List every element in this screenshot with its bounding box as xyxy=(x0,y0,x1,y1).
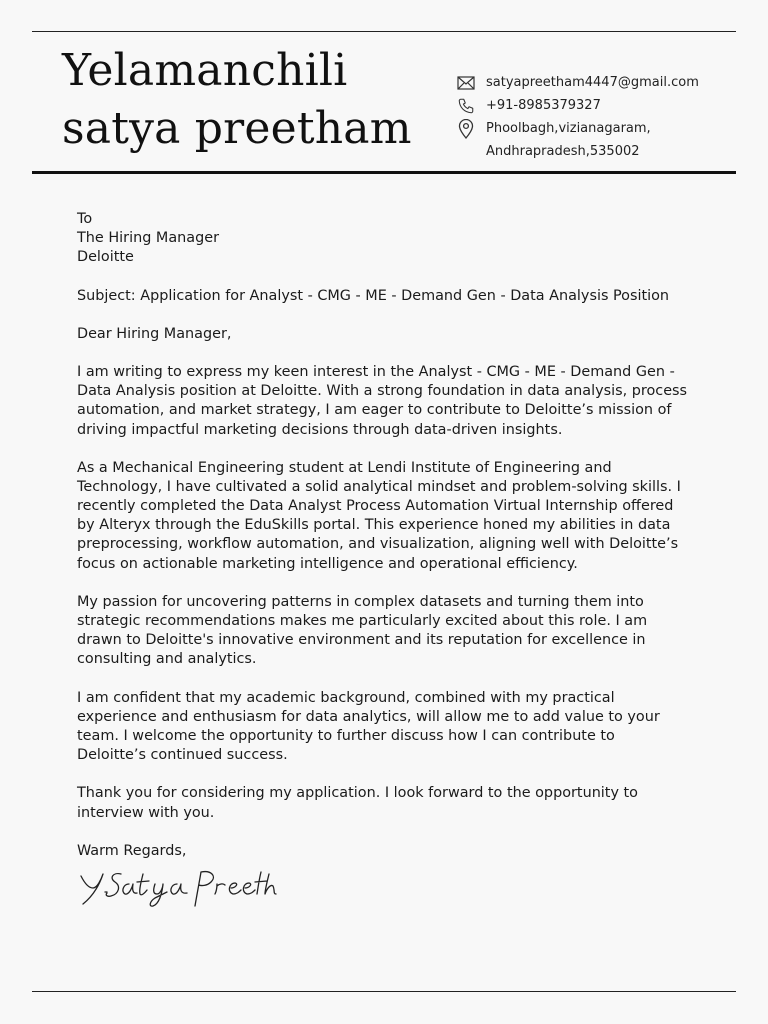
name-line-1: Yelamanchili xyxy=(62,45,348,96)
address-row xyxy=(456,117,699,140)
paragraph-4 xyxy=(77,689,697,766)
paragraph-line: drawn to Deloitte's innovative environment and its reputation for excellence in xyxy=(77,632,646,649)
paragraph-line: preprocessing, workflow automation, and visualization, aligning well with Deloitte’s xyxy=(77,536,679,553)
closing: Warm Regards, xyxy=(77,842,187,859)
recipient-company: Deloitte xyxy=(77,249,134,266)
handwritten-signature xyxy=(77,866,277,910)
address-row-2 xyxy=(456,140,699,163)
paragraph-line: I am writing to express my keen interest in the Analyst - CMG - ME - Demand Gen - xyxy=(77,363,675,380)
recipient-title: The Hiring Manager xyxy=(77,230,219,247)
paragraph-line: team. I welcome the opportunity to further discuss how I can contribute to xyxy=(77,727,615,744)
email-row xyxy=(456,71,699,94)
paragraph-line: automation, and market strategy, I am eager to contribute to Deloitte’s mission of xyxy=(77,402,672,419)
paragraph-line: I am confident that my academic background, combined with my practical xyxy=(77,689,615,706)
paragraph-1 xyxy=(77,363,697,440)
phone-text: +91-8985379327 xyxy=(486,98,601,113)
address-line-1: Phoolbagh,vizianagaram, xyxy=(486,121,651,136)
paragraph-5 xyxy=(77,784,697,822)
paragraph-line: driving impactful marketing decisions through data-driven insights. xyxy=(77,421,563,438)
letter-body xyxy=(77,210,697,861)
paragraph-line: strategic recommendations makes me particularly excited about this role. I am xyxy=(77,613,648,629)
paragraph-line: My passion for uncovering patterns in complex datasets and turning them into xyxy=(77,593,644,610)
phone-icon xyxy=(456,96,476,116)
location-pin-icon xyxy=(456,119,476,139)
paragraph-line: Deloitte’s continued success. xyxy=(77,747,288,764)
header-divider xyxy=(32,171,736,174)
email-text: satyapreetham4447@gmail.com xyxy=(486,75,699,90)
paragraph-line: Data Analysis position at Deloitte. With a strong foundation in data analysis, process xyxy=(77,383,688,400)
subject-line: Subject: Application for Analyst - CMG - ME - Demand Gen - Data Analysis Position xyxy=(77,287,670,304)
paragraph-line: consulting and analytics. xyxy=(77,651,257,668)
name-line-2: satya preetham xyxy=(62,103,412,154)
top-rule xyxy=(32,31,736,32)
applicant-name xyxy=(62,42,412,158)
paragraph-line: recently completed the Data Analyst Process Automation Virtual Internship offered xyxy=(77,498,674,515)
paragraph-line: Technology, I have cultivated a solid analytical mindset and problem-solving skills. I xyxy=(77,478,681,495)
phone-row xyxy=(456,94,699,117)
address-line-2: Andhrapradesh,535002 xyxy=(486,144,640,159)
contact-block xyxy=(456,71,699,163)
paragraph-line: focus on actionable marketing intelligence and operational efficiency. xyxy=(77,555,578,572)
bottom-rule xyxy=(32,991,736,992)
envelope-icon xyxy=(456,73,476,93)
recipient-to: To xyxy=(77,211,93,227)
paragraph-line: As a Mechanical Engineering student at Lendi Institute of Engineering and xyxy=(77,459,612,476)
salutation: Dear Hiring Manager, xyxy=(77,325,232,342)
paragraph-line: Thank you for considering my application. I look forward to the opportunity to xyxy=(77,785,638,802)
paragraph-3 xyxy=(77,593,697,670)
paragraph-line: interview with you. xyxy=(77,804,215,821)
paragraph-line: by Alteryx through the EduSkills portal. This experience honed my abilities in data xyxy=(77,517,671,534)
paragraph-line: experience and enthusiasm for data analytics, will allow me to add value to your xyxy=(77,708,660,725)
paragraph-2 xyxy=(77,459,697,574)
